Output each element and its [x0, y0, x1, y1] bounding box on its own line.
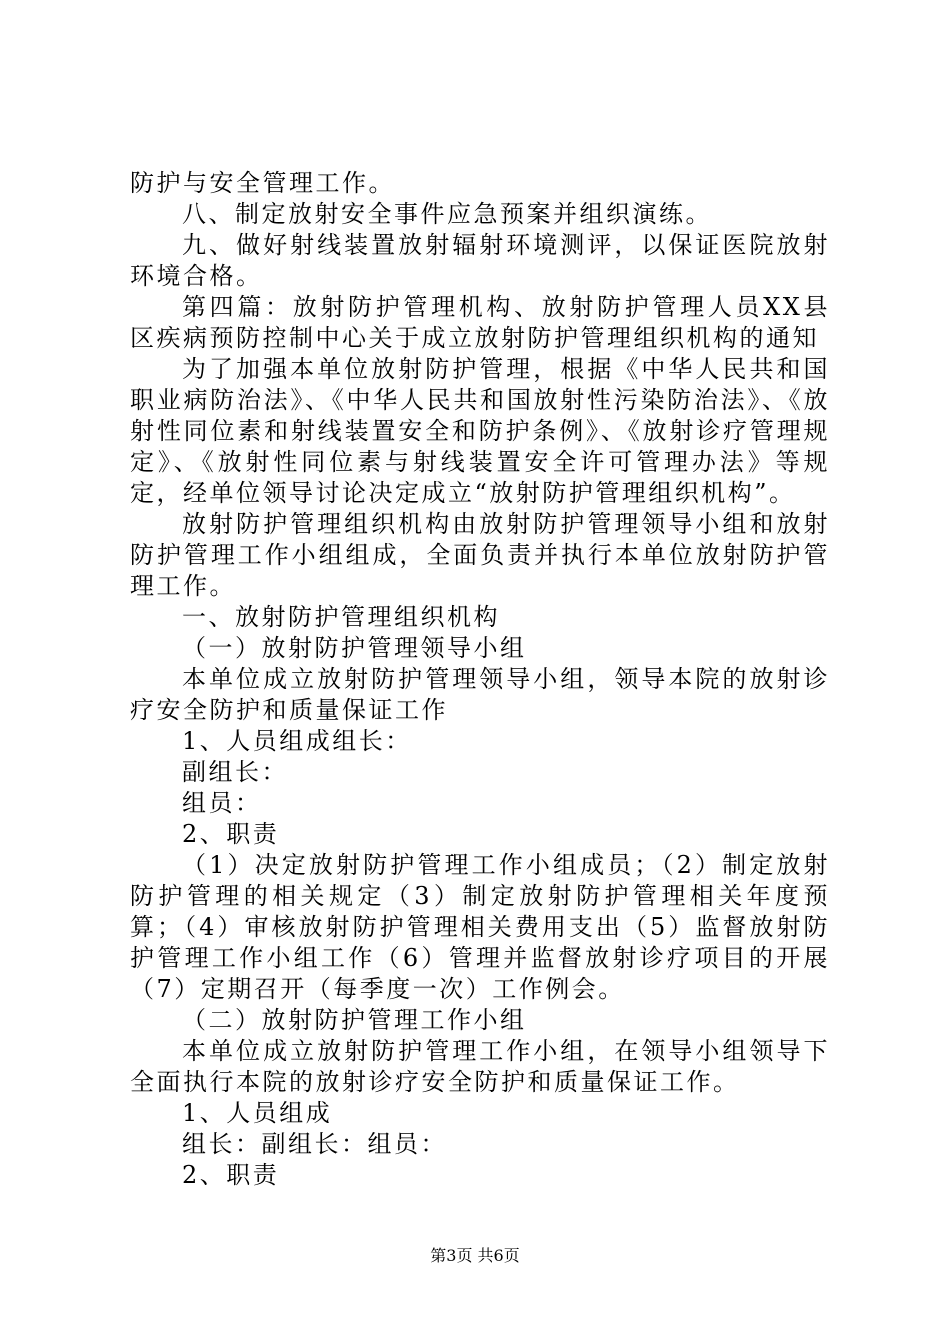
paragraph-item-8: 八、制定放射安全事件应急预案并组织演练。 [182, 200, 712, 228]
list-item-working-roles: 组长：副组长：组员： [182, 1130, 447, 1158]
heading-organization: 一、放射防护管理组织机构 [182, 603, 500, 631]
list-item-deputy-leader: 副组长： [182, 758, 288, 786]
subheading-working-group: （二）放射防护管理工作小组 [182, 1006, 527, 1034]
list-item-members: 组员： [182, 789, 262, 817]
page-footer: 第3页 共6页 [430, 1246, 520, 1265]
list-item-working-duties: 2、职责 [182, 1161, 280, 1189]
list-item-working-members: 1、人员组成 [182, 1099, 333, 1127]
list-item-duties: 2、职责 [182, 820, 280, 848]
paragraph-working-group: 本单位成立放射防护管理工作小组，在领导小组领导下全面执行本院的放射诊疗安全防护和质量保证工作。 [130, 1037, 830, 1096]
paragraph-composition: 放射防护管理组织机构由放射防护管理领导小组和放射防护管理工作小组组成，全面负责并执行本单位放射防护管理工作。 [130, 510, 830, 600]
section-heading-part-4: 第四篇：放射防护管理机构、放射防护管理人员XX县区疾病预防控制中心关于成立放射防护管理组织机构的通知 [130, 293, 830, 352]
document-body [130, 168, 830, 1191]
paragraph-item-9: 九、做好射线装置放射辐射环境测评，以保证医院放射环境合格。 [130, 231, 830, 290]
paragraph-leadership-duties: （1）决定放射防护管理工作小组成员；（2）制定放射防护管理的相关规定（3）制定放射防护管理相关年度预算；（4）审核放射防护管理相关费用支出（5）监督放射防护管理工作小组工作（6）管理并监督放射诊疗项目的开展（7）定期召开（每季度一次）工作例会。 [130, 851, 830, 1003]
subheading-leadership-group: （一）放射防护管理领导小组 [182, 634, 527, 662]
paragraph-continuation: 防护与安全管理工作。 [130, 169, 395, 197]
list-item-members-leader: 1、人员组成组长： [182, 727, 412, 755]
paragraph-purpose: 为了加强本单位放射防护管理，根据《中华人民共和国职业病防治法》、《中华人民共和国放射性污染防治法》、《放射性同位素和射线装置安全和防护条例》、《放射诊疗管理规定》、《放射性同位素与射线装置安全许可管理办法》等规定，经单位领导讨论决定成立“放射防护管理组织机构”。 [130, 355, 830, 507]
paragraph-leadership-group: 本单位成立放射防护管理领导小组，领导本院的放射诊疗安全防护和质量保证工作 [130, 665, 830, 724]
